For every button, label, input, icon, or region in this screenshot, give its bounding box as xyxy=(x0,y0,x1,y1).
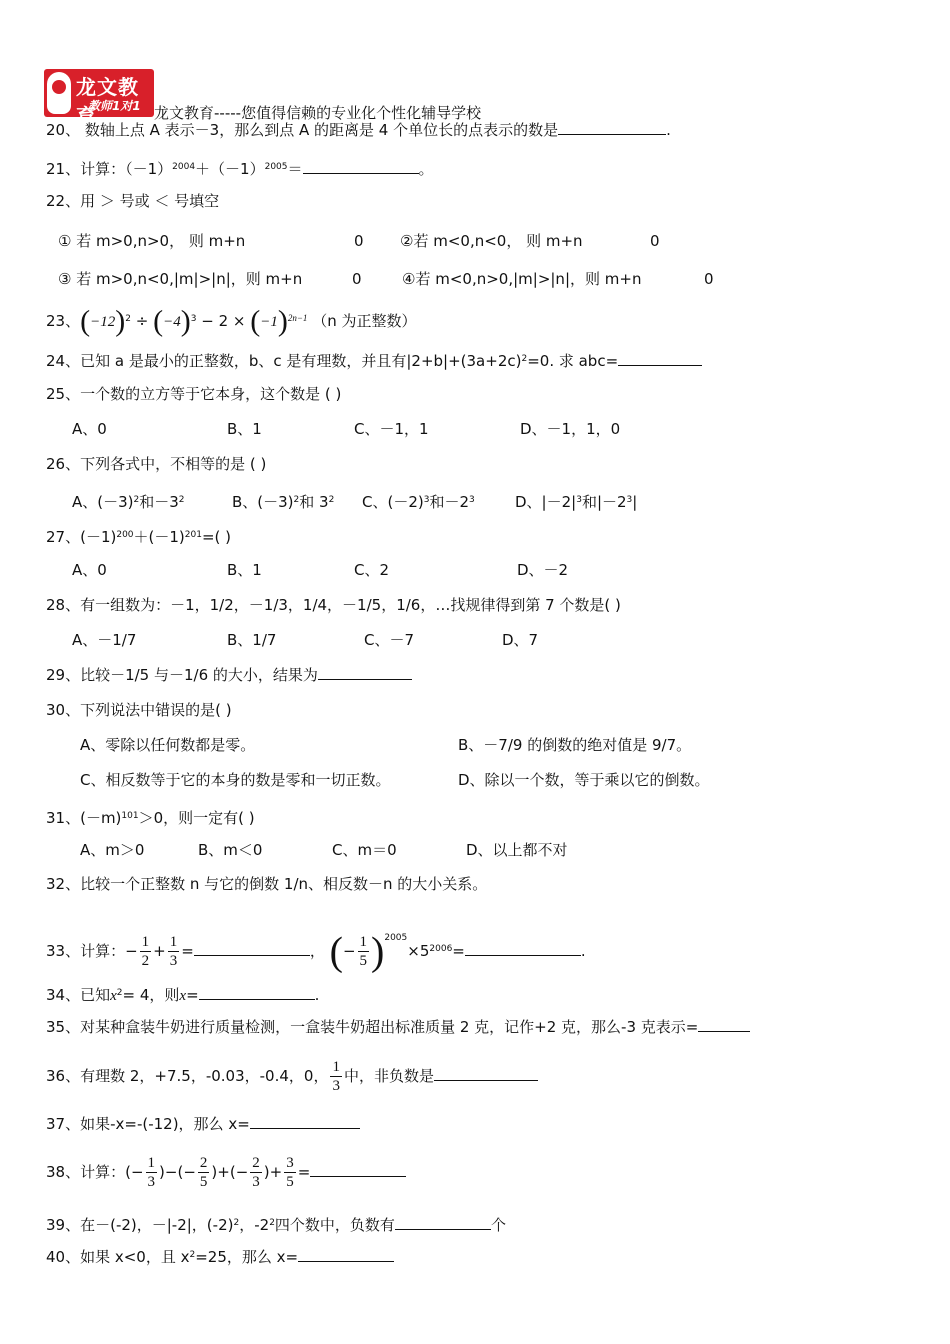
question-24: 24、已知 a 是最小的正整数，b、c 是有理数，并且有$|2+b|+(3a+2c)^2=0$. 求 abc= xyxy=(46,349,702,371)
question-28-option-b: B、1/7 xyxy=(227,631,277,649)
fraction: $\frac{1}{3}$ xyxy=(147,1155,156,1190)
question-30-option-b: B、－7/9 的倒数的绝对值是 9/7。 xyxy=(458,736,692,754)
question-28-option-c: C、－7 xyxy=(364,631,415,649)
answer-blank[interactable] xyxy=(465,941,581,956)
logo-slogan: 教师1对1 xyxy=(88,99,141,113)
logo-name: 龙文教育 xyxy=(76,75,139,128)
question-28: 28、有一组数为：－1，1/2，－1/3，1/4，－1/5，1/6，…找规律得到第 7 个数是( ) xyxy=(46,596,621,614)
fraction: $\frac{2}{3}$ xyxy=(252,1155,260,1190)
question-22-item-1: ① 若 m>0,n>0， 则 m+n 0 xyxy=(58,232,364,250)
question-23: 23、$(-12)^2 \div (-4)^3 - 2 \times (-1)^{2n-1}$ （n 为正整数） xyxy=(46,304,417,338)
question-32: 32、比较一个正整数 n 与它的倒数 1/n、相反数－n 的大小关系。 xyxy=(46,875,488,893)
answer-blank[interactable] xyxy=(618,351,702,366)
question-31-option-c: C、m＝0 xyxy=(332,841,397,859)
question-30-option-c: C、相反数等于它的本身的数是零和一切正数。 xyxy=(80,771,391,789)
question-27-option-c: C、2 xyxy=(354,561,390,579)
answer-blank[interactable] xyxy=(318,665,412,680)
answer-blank[interactable] xyxy=(310,1162,406,1177)
page-header: 龙文教育-----您值得信赖的专业化个性化辅导学校 xyxy=(154,104,482,122)
question-28-option-d: D、7 xyxy=(502,631,539,649)
question-22-item-4: ④若 m<0,n>0,|m|>|n|，则 m+n 0 xyxy=(402,270,714,288)
question-31-option-a: A、m＞0 xyxy=(80,841,145,859)
question-26: 26、下列各式中，不相等的是 ( ) xyxy=(46,455,267,473)
question-27-option-b: B、1 xyxy=(227,561,262,579)
question-25-option-b: B、1 xyxy=(227,420,262,438)
question-26-option-d: D、$|-2|^3$和$|-2^3|$ xyxy=(515,493,638,511)
answer-blank[interactable] xyxy=(698,1017,750,1032)
fraction: $\frac{1}{3}$ xyxy=(169,934,178,969)
question-26-option-b: B、$(-3)^2$和 $3^2$ xyxy=(232,493,335,511)
question-28-option-a: A、－1/7 xyxy=(72,631,137,649)
fraction: $\frac{1}{2}$ xyxy=(141,934,150,969)
question-25-option-c: C、－1，1 xyxy=(354,420,429,438)
answer-blank[interactable] xyxy=(250,1114,360,1129)
question-31-option-b: B、m＜0 xyxy=(198,841,263,859)
question-30-option-d: D、除以一个数，等于乘以它的倒数。 xyxy=(458,771,710,789)
question-31: 31、$(-m)^{101}>0$，则一定有( ) xyxy=(46,809,255,827)
question-26-option-c: C、$(-2)^3$和$-2^3$ xyxy=(362,493,475,511)
answer-blank[interactable] xyxy=(434,1066,538,1081)
question-20: 20、 数轴上点 A 表示－3，那么到点 A 的距离是 4 个单位长的点表示的数是 . xyxy=(46,121,671,139)
answer-blank[interactable] xyxy=(558,120,666,135)
question-27: 27、$(-1)^{200}+(-1)^{201}=$( ) xyxy=(46,528,232,546)
fraction: $\frac{3}{5}$ xyxy=(286,1155,294,1190)
question-25-option-d: D、－1，1，0 xyxy=(520,420,621,438)
question-27-option-d: D、－2 xyxy=(517,561,569,579)
fraction: $\frac{2}{5}$ xyxy=(199,1155,208,1190)
fraction: $\frac{1}{3}$ xyxy=(332,1059,340,1094)
question-34: 34、已知$x^2= 4$，则x= . xyxy=(46,986,320,1004)
answer-blank[interactable] xyxy=(199,985,315,1000)
answer-blank[interactable] xyxy=(298,1247,394,1262)
question-40: 40、如果 x<0，且 $x^2=25$，那么 x= xyxy=(46,1245,394,1267)
question-25: 25、一个数的立方等于它本身，这个数是 ( ) xyxy=(46,385,342,403)
answer-blank[interactable] xyxy=(194,941,310,956)
fraction: $\frac{1}{5}$ xyxy=(359,934,368,969)
question-22-item-2: ②若 m<0,n<0， 则 m+n 0 xyxy=(400,232,660,250)
question-22: 22、用 ＞ 号或 ＜ 号填空 xyxy=(46,192,220,210)
school-logo xyxy=(44,69,154,128)
question-39: 39、在－(-2)，－|-2|，$(-2)^2$，$-2^2$四个数中，负数有 个 xyxy=(46,1216,506,1234)
question-30-option-a: A、零除以任何数都是零。 xyxy=(80,736,256,754)
question-21: 21、计算：$(-1)^{2004}+(-1)^{2005}=$ 。 xyxy=(46,160,434,178)
question-29: 29、比较－1/5 与－1/6 的大小，结果为 xyxy=(46,665,412,685)
question-33: 33、计算：− $\frac{1}{2}$ + $\frac{1}{3}$ = ， (− $\frac{1}{5}$ )$^{2005}\times 5^{2006}=$ . xyxy=(46,928,586,974)
question-36: 36、有理数 2，+7.5，-0.03，-0.4，0， $\frac{1}{3}$ 中，非负数是 xyxy=(46,1054,538,1098)
question-37: 37、如果-x=-(-12)，那么 x= xyxy=(46,1114,360,1134)
question-35: 35、对某种盒装牛奶进行质量检测，一盒装牛奶超出标准质量 2 克，记作+2 克，那么-3 克表示= xyxy=(46,1017,750,1037)
question-25-option-a: A、0 xyxy=(72,420,107,438)
question-30: 30、下列说法中错误的是( ) xyxy=(46,701,232,719)
question-22-item-3: ③ 若 m>0,n<0,|m|>|n|，则 m+n 0 xyxy=(58,270,362,288)
question-26-option-a: A、$(-3)^2$和$-3^2$ xyxy=(72,493,185,511)
answer-blank[interactable] xyxy=(303,159,419,174)
question-38: 38、计算：(− $\frac{1}{3}$ )−(− $\frac{2}{5}$ )+(− $\frac{2}{3}$ )+ $\frac{3}{5}$ = xyxy=(46,1150,406,1194)
logo-mascot-icon xyxy=(47,72,71,114)
question-31-option-d: D、以上都不对 xyxy=(466,841,568,859)
question-27-option-a: A、0 xyxy=(72,561,107,579)
answer-blank[interactable] xyxy=(395,1215,491,1230)
